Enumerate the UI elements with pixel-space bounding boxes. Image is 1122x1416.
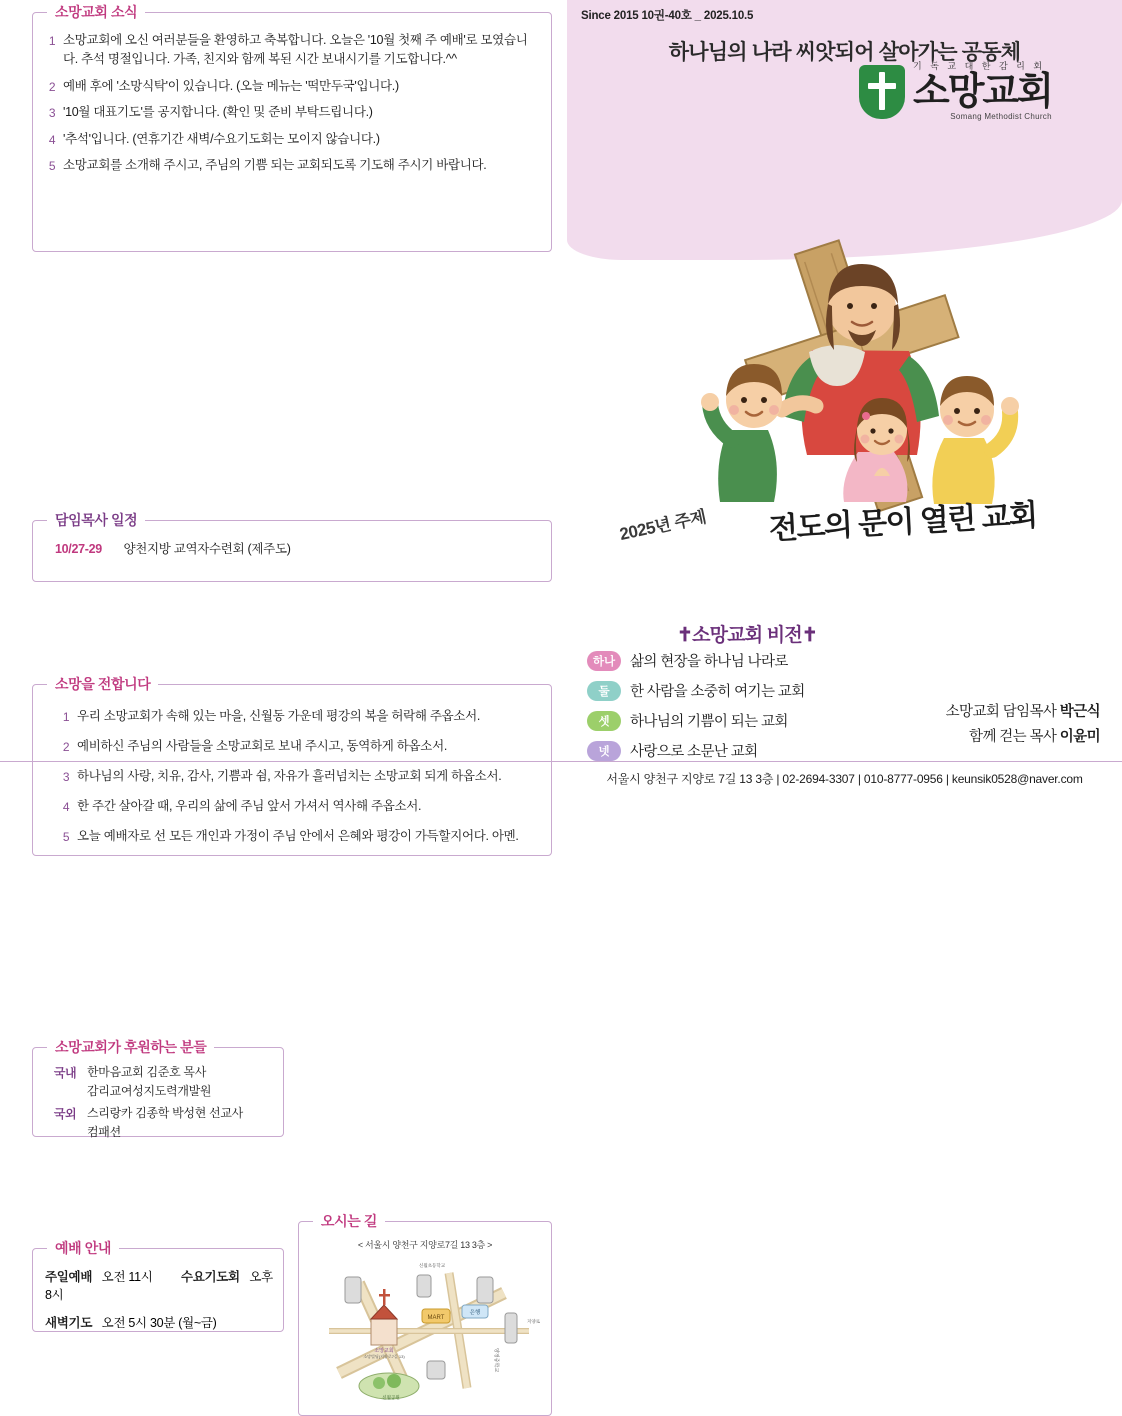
theme-year: 2025년 주제 — [617, 507, 708, 545]
item-text: 하나님의 사랑, 치유, 감사, 기쁨과 쉼, 자유가 흘러넘치는 소망교회 되게 하옵소서. — [77, 769, 502, 783]
support-label: 국외 — [53, 1106, 77, 1121]
map-drawing — [299, 1253, 551, 1403]
list-item — [41, 77, 537, 96]
church-name: 소망교회 — [913, 71, 1052, 113]
support-subtext: 감리교여성지도력개발원 — [87, 1084, 212, 1099]
item-number: 5 — [62, 830, 70, 844]
item-number: 1 — [48, 34, 56, 48]
svg-text:양정중학교: 양정중학교 — [493, 1348, 499, 1373]
worship-time-wednesday: 오후 8시 — [45, 1270, 273, 1302]
support-title: 소망교회가 후원하는 분들 — [47, 1037, 214, 1057]
church-name-english: Somang Methodist Church — [950, 112, 1052, 121]
item-text: 소망교회에 오신 여러분들을 환영하고 축복합니다. 오늘은 '10월 첫째 주 예배'로 모였습니다. 추석 명절입니다. 가족, 친지와 함께 복된 시간 보내시기를 기도합니다.^^ — [63, 33, 528, 67]
support-body — [33, 1048, 283, 1150]
pastor-title-2: 함께 걷는 목사 — [969, 728, 1060, 745]
news-title: 소망교회 소식 — [47, 2, 145, 22]
worship-label-dawn: 새벽기도 — [45, 1316, 93, 1330]
worship-title: 예배 안내 — [47, 1238, 119, 1258]
left-column — [0, 0, 567, 1400]
svg-text:소망빌딩(지양로7길 13): 소망빌딩(지양로7길 13) — [363, 1354, 405, 1359]
jesus-cross-illustration — [662, 230, 1062, 520]
church-logo — [859, 62, 1052, 121]
svg-text:지양로: 지양로 — [527, 1319, 541, 1324]
list-item — [55, 737, 537, 756]
vision-text: 하나님의 기쁨이 되는 교회 — [630, 714, 788, 730]
svg-text:신월초등학교: 신월초등학교 — [419, 1263, 446, 1268]
list-item — [41, 103, 537, 122]
svg-text:소망교회: 소망교회 — [374, 1348, 394, 1354]
worship-row — [45, 1267, 273, 1303]
worship-time-sunday: 오전 11시 — [101, 1270, 153, 1284]
worship-label-sunday: 주일예배 — [45, 1270, 93, 1284]
item-number: 2 — [62, 740, 70, 754]
worship-info-section — [32, 1240, 284, 1332]
cross-shield-icon — [859, 65, 905, 119]
item-text: 예배 후에 '소망식탁'이 있습니다. (오늘 메뉴는 '떡만두국'입니다.) — [63, 78, 399, 93]
list-item — [55, 707, 537, 726]
support-row — [43, 1105, 273, 1122]
item-text: 오늘 예배자로 선 모든 개인과 가정이 주님 안에서 은혜와 평강이 가득할지어다. 아멘. — [77, 829, 519, 843]
item-text: 예비하신 주님의 사람들을 소망교회로 보내 주시고, 동역하게 하옵소서. — [77, 739, 448, 753]
vision-title: ✝소망교회 비전✝ — [676, 625, 818, 646]
support-subtext: 컴패션 — [87, 1125, 121, 1140]
vision-text: 삶의 현장을 하나님 나라로 — [630, 654, 788, 670]
news-list — [41, 31, 537, 175]
church-slogan: 하나님의 나라 씨앗되어 살아가는 공동체 — [668, 41, 1021, 64]
list-item — [55, 827, 537, 846]
list-item — [41, 130, 537, 149]
list-item — [41, 156, 537, 175]
map-icon — [299, 1253, 549, 1403]
child-right — [932, 376, 1019, 504]
item-number: 4 — [62, 800, 70, 814]
item-number: 3 — [48, 106, 56, 121]
directions-caption: < 서울시 양천구 지양로7길 13 3층 > — [357, 1240, 493, 1250]
list-item — [587, 680, 937, 701]
worship-row — [45, 1313, 273, 1331]
theme-main: 전도의 문이 열린 교회 — [768, 499, 1038, 547]
news-body — [33, 13, 551, 192]
list-item — [41, 31, 537, 70]
vision-badge: 넷 — [587, 741, 621, 761]
prayer-title: 소망을 전합니다 — [47, 674, 158, 694]
pastor-name-2: 이윤미 — [1059, 728, 1100, 745]
pastor-name-1: 박근식 — [1059, 704, 1100, 720]
right-column — [567, 0, 1122, 793]
schedule-title: 담임목사 일정 — [47, 510, 145, 530]
pastor-names — [800, 700, 1100, 749]
svg-text:은행: 은행 — [469, 1310, 481, 1316]
vision-badge: 하나 — [587, 651, 621, 671]
item-number: 4 — [48, 132, 56, 147]
item-text: 우리 소망교회가 속해 있는 마을, 신월동 가운데 평강의 복을 허락해 주옵소서. — [77, 709, 481, 723]
vision-text: 한 사람을 소중히 여기는 교회 — [630, 684, 805, 700]
pastor-line-1 — [800, 700, 1100, 725]
pastor-title-1: 소망교회 담임목사 — [945, 704, 1060, 720]
directions-title: 오시는 길 — [313, 1211, 385, 1231]
item-number: 2 — [48, 79, 56, 94]
item-text: 한 주간 살아갈 때, 우리의 삶에 주님 앞서 가셔서 역사해 주옵소서. — [77, 799, 422, 813]
worship-body — [33, 1249, 283, 1349]
vision-badge: 둘 — [587, 681, 621, 701]
item-text: 소망교회를 소개해 주시고, 주님의 기쁨 되는 교회되도록 기도해 주시기 바랍니다. — [63, 157, 487, 172]
directions-section — [298, 1213, 552, 1416]
support-text: 한마음교회 김준호 목사 — [87, 1065, 206, 1079]
support-row — [43, 1064, 273, 1081]
pastor-schedule-section — [32, 512, 552, 582]
item-number: 1 — [62, 710, 70, 724]
denomination-label: 기 독 교 대 한 감 리 회 — [913, 61, 1046, 71]
svg-text:MART: MART — [427, 1315, 445, 1321]
vision-badge: 셋 — [587, 711, 621, 731]
support-label: 국내 — [53, 1066, 77, 1080]
item-number: 3 — [62, 770, 70, 784]
worship-time-dawn: 오전 5시 30분 (월~금) — [101, 1316, 217, 1330]
list-item — [55, 797, 537, 816]
child-left — [701, 364, 782, 502]
issue-info: Since 2015 10권-40호 _ 2025.10.5 — [581, 10, 754, 22]
year-theme — [617, 499, 1102, 560]
pastor-line-2 — [800, 725, 1100, 750]
vision-text: 사랑으로 소문난 교회 — [630, 744, 758, 760]
schedule-desc: 양천지방 교역자수련회 (제주도) — [123, 542, 291, 556]
item-number: 5 — [48, 158, 56, 173]
svg-text:신월공원: 신월공원 — [382, 1395, 400, 1400]
support-section — [32, 1039, 284, 1140]
support-text: 스리랑카 김종학 박성현 선교사 — [87, 1105, 243, 1120]
worship-label-wednesday: 수요기도회 — [180, 1270, 240, 1284]
schedule-date: 10/27-29 — [55, 542, 102, 556]
item-text: '10월 대표기도'를 공지합니다. (확인 및 준비 부탁드립니다.) — [63, 105, 373, 120]
logo-text — [913, 62, 1052, 121]
list-item — [587, 650, 937, 671]
news-section — [32, 4, 552, 252]
item-text: '추석'입니다. (연휴기간 새벽/수요기도회는 모이지 않습니다.) — [63, 131, 380, 146]
footer-contact: 서울시 양천구 지양로 7길 13 3층 | 02-2694-3307 | 010-8777-0956 | keunsik0528@naver.com — [606, 772, 1083, 786]
illustration-icon — [662, 230, 1062, 520]
